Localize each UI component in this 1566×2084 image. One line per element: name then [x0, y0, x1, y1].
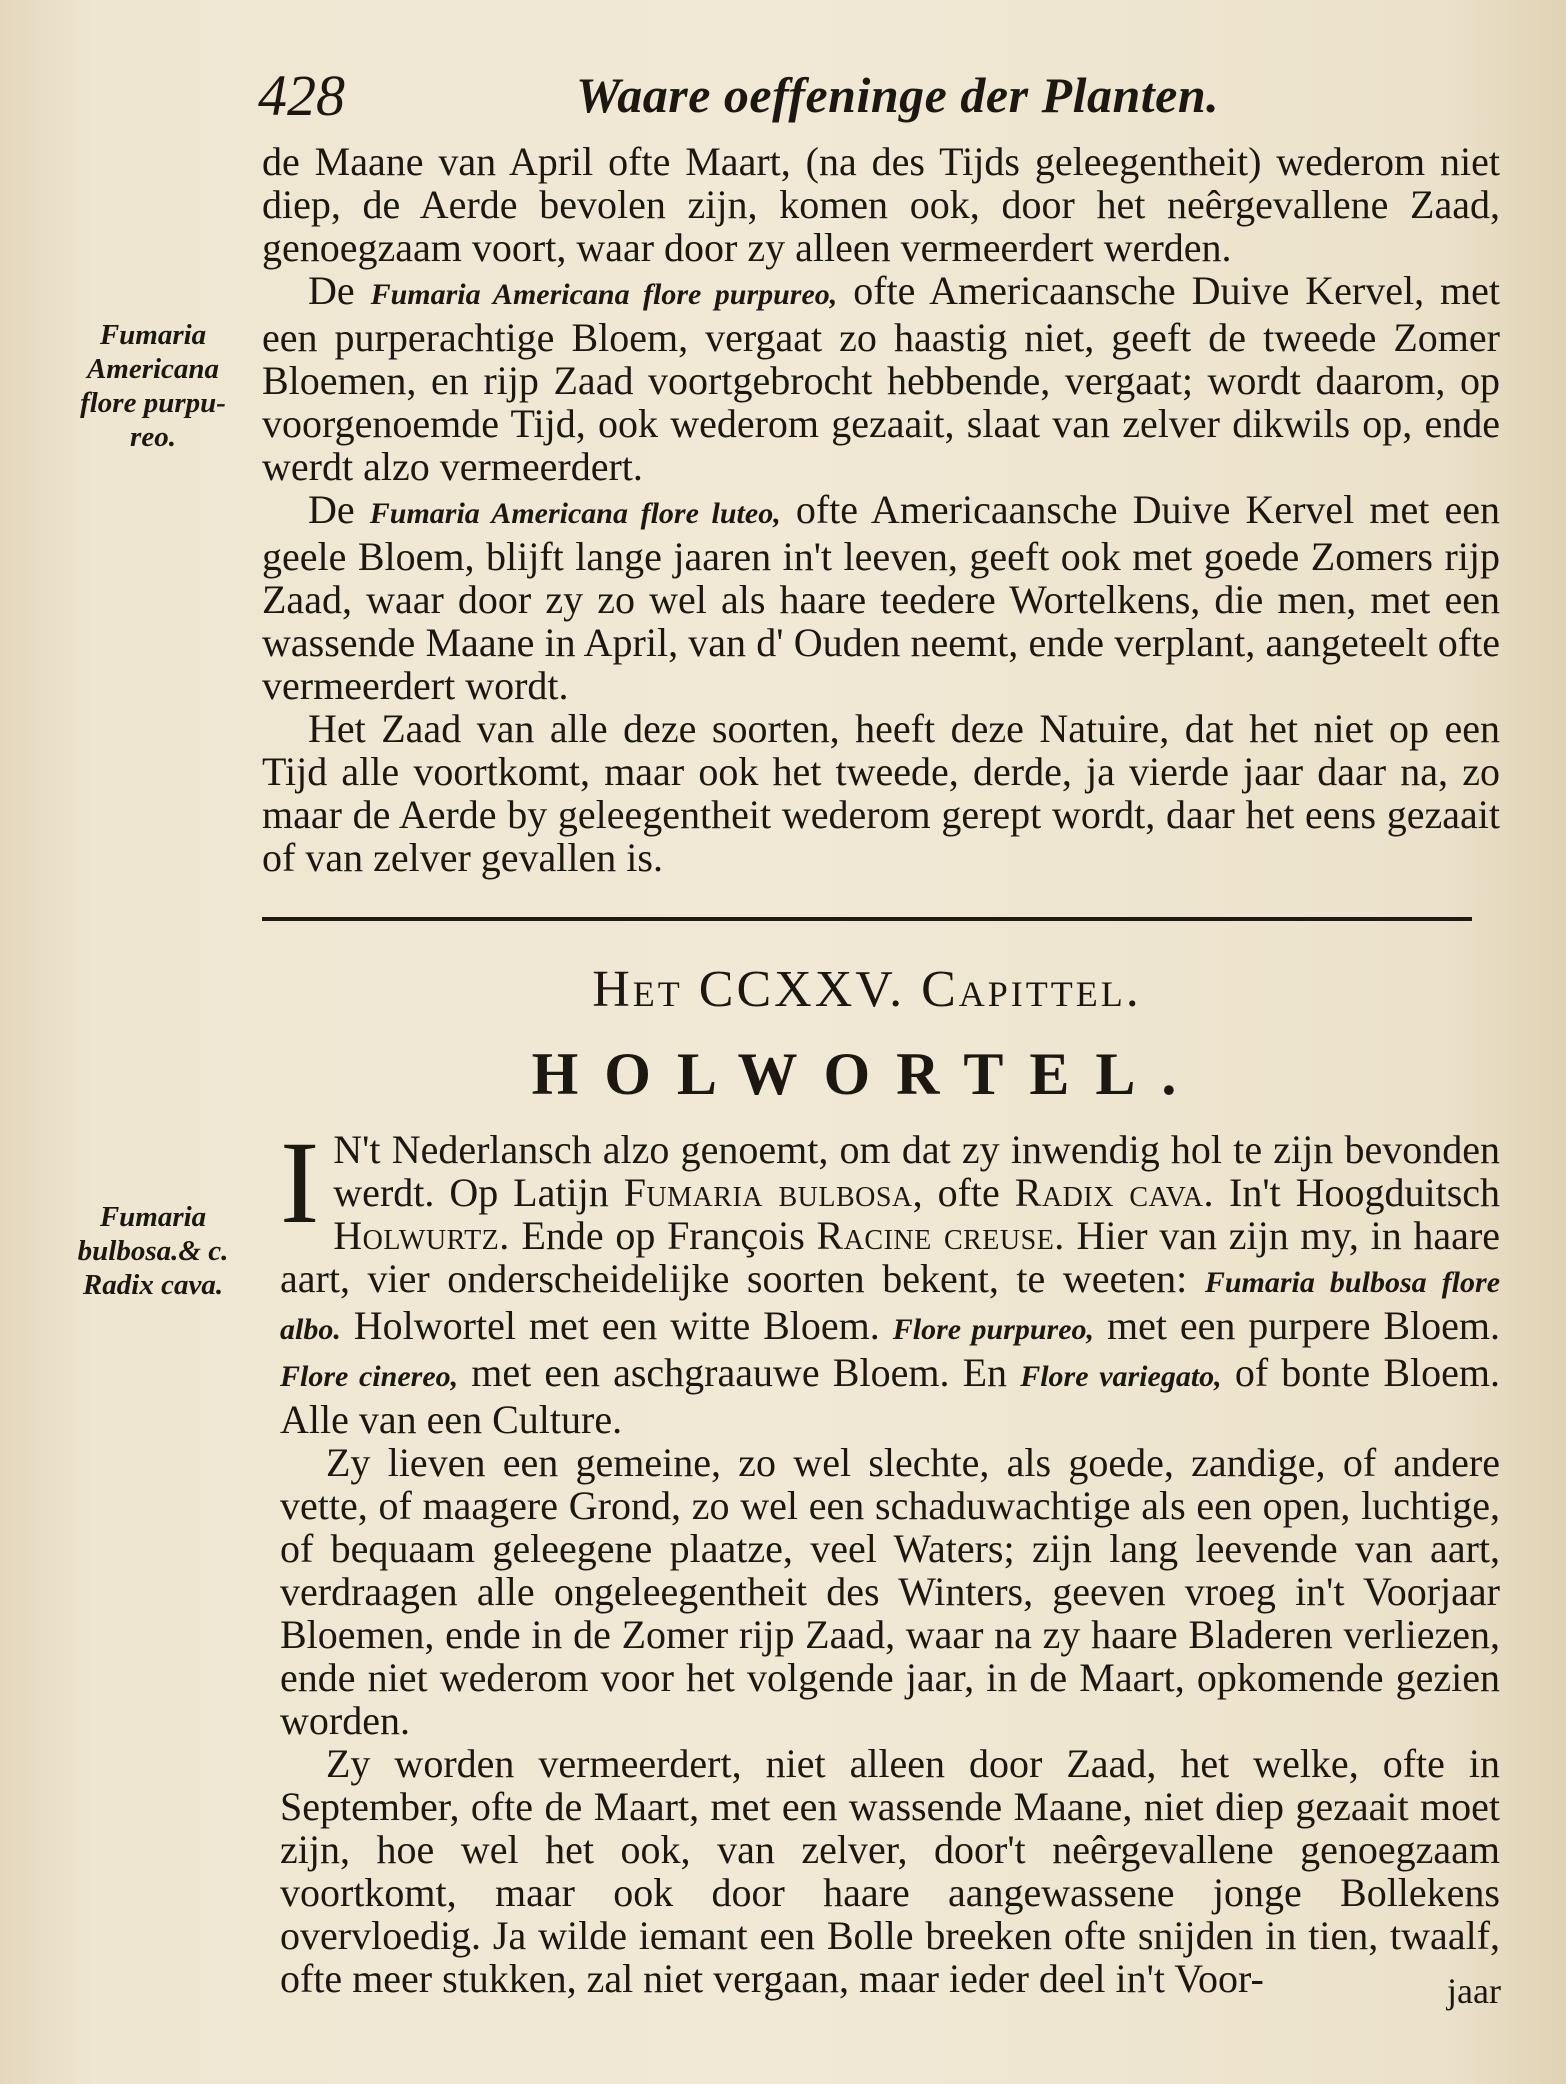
text-run: In't Hoogduitsch — [1229, 1170, 1501, 1215]
paragraph-1: de Maane van April ofte Maart, (na des Tijds geleegentheit) wederom niet diep, de Aerde bevolen zijn, komen ook, door het neêrgevallene Zaad, genoegzaam voort, waar door zy alleen vermeerdert werden. — [262, 139, 1500, 270]
p2-start: De — [308, 268, 355, 313]
text-run: Hier van zijn my, in haare aart, vier onderscheidelijke soorten bekent, te weeten: — [280, 1213, 1501, 1301]
p3-start: De — [308, 487, 355, 532]
text-block-upper — [262, 140, 1500, 879]
latin-name: Flore variegato, — [1020, 1360, 1222, 1393]
text-run: of bonte Bloem. Alle van een Culture. — [280, 1350, 1500, 1442]
paragraph-6: Zy lieven een gemeine, zo wel slechte, als goede, zandige, of andere vette, of maagere Grond, zo wel een schaduwachtige als een open, luchtige, of bequaam geleegene plaatze, veel Waters; zijn lang leevende van aart, verdraagen alle ongeleegentheit des Winters, geeven vroeg in't Voorjaar Bloemen, ende in de Zomer rijp Zaad, waar na zy haare Bladeren verliezen, ende niet wederom voor het volgende jaar, in de Maart, opkomende gezien worden. — [280, 1440, 1500, 1743]
drop-cap: I — [280, 1117, 320, 1248]
german-smallcaps: Holwurtz. — [333, 1213, 510, 1258]
paragraph-7: Zy worden vermeerdert, niet alleen door Zaad, het welke, ofte in September, ofte de Maart, met een wassende Maane, niet diep gezaait moet zijn, hoe wel het ook, van zelver, door't neêrgevallene genoegzaam voortkomt, maar ook door haare aangewassene jonge Bollekens overvloedig. Ja wilde iemant een Bolle breeken ofte snijden in tien, twaalf, ofte meer stukken, zal niet vergaan, maar ieder deel in't Voor- — [280, 1741, 1500, 2001]
paragraph-2 — [262, 269, 1500, 488]
latin-smallcaps: Radix cava. — [1014, 1170, 1215, 1215]
catchword: jaar — [1447, 1971, 1501, 2011]
text-block-lower — [280, 1117, 1501, 2001]
running-title: Waare oeffeninge der Planten. — [576, 67, 1220, 123]
text-run: Ende op François — [521, 1213, 805, 1258]
section-rule — [262, 917, 1472, 921]
margin-note-2: Fumaria bulbosa.& c. Radix cava. — [77, 1201, 229, 1301]
paragraph-5 — [280, 1117, 1501, 1442]
paragraph-3 — [262, 488, 1500, 707]
margin-note-1: Fumaria Americana flore purpu-reo. — [80, 319, 226, 453]
latin-smallcaps: Fumaria bulbosa — [623, 1170, 913, 1215]
latin-name: Fumaria Americana flore luteo, — [369, 497, 781, 530]
p3-rest: ofte Americaansche Duive Kervel met een geele Bloem, blijft lange jaaren in't leeven, geeft ook met goede Zomers rijp Zaad, waar door zy zo wel als haare teedere Wortelkens, die men, met een wassende Maane in April, van d' Ouden neemt, ende verplant, aangeteelt ofte vermeerdert wordt. — [262, 487, 1500, 708]
text-run: met een aschgraauwe Bloem. En — [471, 1350, 1008, 1395]
text-run: N't Nederlansch alzo genoemt, om dat zy inwendig hol te zijn bevonden werdt. Op Latijn — [333, 1127, 1500, 1215]
latin-name: Fumaria bulbosa flore albo. — [280, 1266, 1501, 1346]
latin-name: Flore purpureo, — [892, 1313, 1095, 1346]
latin-name: Fumaria Americana flore purpureo, — [370, 278, 838, 311]
text-run: met een purpere Bloem. — [1106, 1303, 1501, 1348]
page-header — [258, 62, 1238, 132]
chapter-title: HOLWORTEL. — [531, 1041, 1203, 1107]
latin-name: Flore cinereo, — [280, 1360, 459, 1393]
chapter-heading: Het CCXXV. Capittel. — [592, 961, 1142, 1018]
p2-rest: ofte Americaansche Duive Kervel, met een purperachtige Bloem, vergaat zo haastig niet, geeft de tweede Zomer Bloemen, en rijp Zaad voortgebrocht hebbende, vergaat; wordt daarom, op voorgenoemde Tijd, ook wederom gezaait, slaat van zelver dikwils op, ende werdt alzo vermeerdert. — [262, 268, 1501, 489]
paragraph-4: Het Zaad van alle deze soorten, heeft deze Natuire, dat het niet op een Tijd alle voortkomt, maar ook het tweede, derde, ja vierde jaar daar na, zo maar de Aerde by geleegentheit wederom gerept wordt, daar het eens gezaait of van zelver gevallen is. — [262, 706, 1500, 880]
page-number: 428 — [258, 63, 345, 128]
text-run: Holwortel met een witte Bloem. — [353, 1303, 880, 1348]
french-smallcaps: Racine creuse. — [816, 1213, 1065, 1258]
text-run: , ofte — [912, 1170, 1000, 1215]
